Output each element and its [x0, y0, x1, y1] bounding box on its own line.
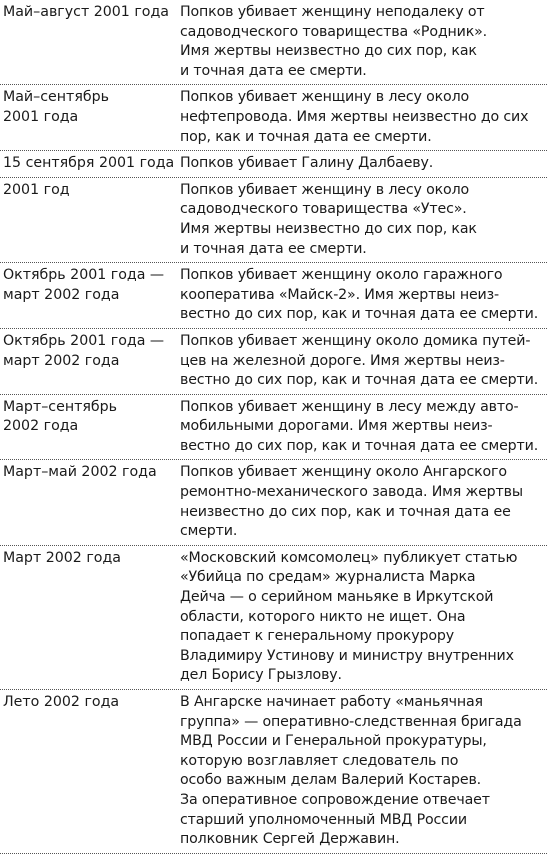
- row-description: Попков убивает женщину около Ангарского ремонтно-механического завода. Имя жертвы неизвестно до сих пор, как и точная дата ее смерти.: [180, 464, 523, 540]
- row-date: 2001 год: [3, 181, 70, 198]
- row-description: Попков убивает женщину около домика путей- цев на железной дороге. Имя жертвы неиз- вестно до сих пор, как и точная дата ее смерти.: [180, 332, 539, 389]
- row-description: Попков убивает женщину неподалеку от садоводческого товарищества «Родник». Имя жертвы неизвестно до сих пор, как и точная дата ее смерти.: [180, 4, 488, 79]
- table-row: [0, 546, 547, 690]
- row-date: 15 сентября 2001 года: [3, 155, 175, 172]
- row-description: Попков убивает женщину в лесу около нефтепровода. Имя жертвы неизвестно до сих пор, как и точная дата ее смерти.: [180, 89, 529, 145]
- table-row: [0, 0, 547, 85]
- table-row: [0, 85, 547, 151]
- row-date: Март–сентябрь 2002 года: [3, 398, 118, 435]
- row-description: Попков убивает женщину около гаражного кооператива «Майск-2». Имя жертвы неиз- вестно до сих пор, как и точная дата ее смерти.: [180, 267, 539, 323]
- row-date: Май–август 2001 года: [3, 4, 169, 20]
- row-description: Попков убивает Галину Далбаеву.: [180, 155, 434, 172]
- table-row: [0, 460, 547, 545]
- table-row: [0, 151, 547, 178]
- row-date: Октябрь 2001 года — март 2002 года: [3, 332, 165, 369]
- table-row: [0, 178, 547, 263]
- table-row: [0, 395, 547, 461]
- table-row: [0, 329, 547, 395]
- row-description: Попков убивает женщину в лесу между авто- мобильными дорогами. Имя жертвы неиз- вестно до сих пор, как и точная дата ее смерти.: [180, 398, 539, 454]
- table-row: [0, 263, 547, 329]
- row-date: Март–май 2002 года: [3, 464, 157, 481]
- table-row: [0, 690, 547, 854]
- row-date: Лето 2002 года: [3, 694, 120, 710]
- row-description: В Ангарске начинает работу «маньячная группа» — оперативно-следственная бригада МВД России и Генеральной прокуратуры, которую возглавляет следователь по особо важным делам Валерий Костарев. За оперативное сопровождение отвечает старший уполномоченный МВД России полковник Сергей Державин.: [180, 694, 522, 848]
- row-date: Октябрь 2001 года — март 2002 года: [3, 267, 165, 303]
- row-date: Март 2002 года: [3, 549, 121, 566]
- row-date: Май–сентябрь 2001 года: [3, 89, 109, 125]
- row-description: «Московский комсомолец» публикует статью «Убийца по средам» журналиста Марка Дейча — о серийном маньяке в Иркутской области, которого никто не ищет. Она попадает к генеральному прокурору Владимиру Устинову и министру внутренних дел Борису Грызлову.: [180, 549, 518, 684]
- row-description: Попков убивает женщину в лесу около садоводческого товарищества «Утес». Имя жертвы неизвестно до сих пор, как и точная дата ее смерти.: [180, 181, 477, 257]
